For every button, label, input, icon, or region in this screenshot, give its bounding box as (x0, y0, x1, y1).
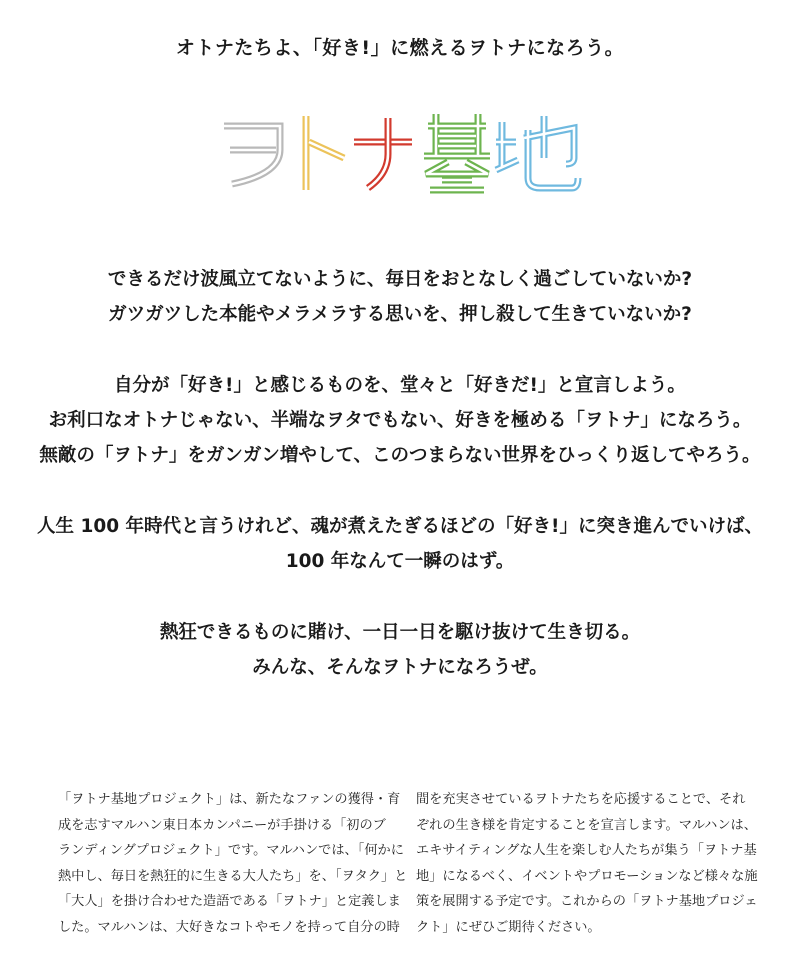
manifesto-paragraph-4 (0, 615, 800, 685)
manifesto-line: 人生 100 年時代と言うけれど、魂が煮えたぎるほどの「好き!」に突き進んでいけば、 (37, 516, 763, 537)
description-line: エキサイティングな人生を楽しむ人たちが集う「ヲトナ基 (416, 843, 757, 858)
manifesto-paragraph-2 (0, 368, 800, 473)
description-right-column (416, 787, 758, 940)
description-line: 「ヲトナ基地プロジェクト」は、新たなファンの獲得・育 (58, 792, 401, 807)
description-line: した。マルハンは、大好きなコトやモノを持って自分の時 (58, 919, 400, 935)
manifesto (0, 262, 800, 721)
project-description (58, 787, 758, 940)
description-line: ランディングプロジェクト」です。マルハンでは、「何かに (58, 843, 404, 858)
manifesto-line: できるだけ波風立てないように、毎日をおとなしく過ごしていないか? (107, 269, 693, 290)
logo-char-ki (424, 114, 490, 190)
description-line: 地」になるべく、イベントやプロモーションなど様々な施 (416, 868, 758, 884)
description-line: 策を展開する予定です。これからの「ヲトナ基地プロジェ (416, 894, 758, 909)
description-line: 「大人」を掛け合わせた造語である「ヲトナ」と定義しま (58, 894, 401, 909)
headline: オトナたちよ、「好き!」に燃えるヲトナになろう。 (175, 37, 625, 59)
description-left-column (58, 787, 408, 940)
manifesto-paragraph-3 (0, 509, 800, 579)
description-line: ぞれの生き様を肯定することを宣言します。マルハンは、 (416, 817, 757, 833)
manifesto-line: 無敵の「ヲトナ」をガンガン増やして、このつまらない世界をひっくり返してやろう。 (39, 445, 761, 466)
wotona-kichi-logo (216, 108, 586, 194)
manifesto-line: みんな、そんなヲトナになろうぜ。 (252, 657, 548, 678)
manifesto-line: 100 年なんて一瞬のはず。 (285, 551, 515, 572)
manifesto-line: ガツガツした本能やメラメラする思いを、押し殺して生きていないか? (108, 304, 692, 325)
description-line: 熱中し、毎日を熱狂的に生きる大人たち」を、「ヲタク」と (58, 868, 408, 884)
logo-char-na (354, 118, 412, 188)
manifesto-line: 自分が「好き!」と感じるものを、堂々と「好きだ!」と宣言しよう。 (114, 375, 686, 396)
logo-char-chi (496, 116, 578, 188)
logo-char-wo (224, 126, 280, 184)
description-line: 成を志すマルハン東日本カンパニーが手掛ける「初のブ (58, 817, 386, 833)
manifesto-line: お利口なオトナじゃない、半端なヲタでもない、好きを極める「ヲトナ」になろう。 (48, 410, 752, 431)
description-line: 間を充実させているヲトナたちを応援することで、それ (416, 792, 746, 807)
logo-char-to (306, 116, 344, 190)
manifesto-line: 熱狂できるものに賭け、一日一日を駆け抜けて生き切る。 (159, 622, 641, 643)
description-line: クト」にぜひご期待ください。 (416, 919, 601, 935)
manifesto-paragraph-1 (0, 262, 800, 332)
